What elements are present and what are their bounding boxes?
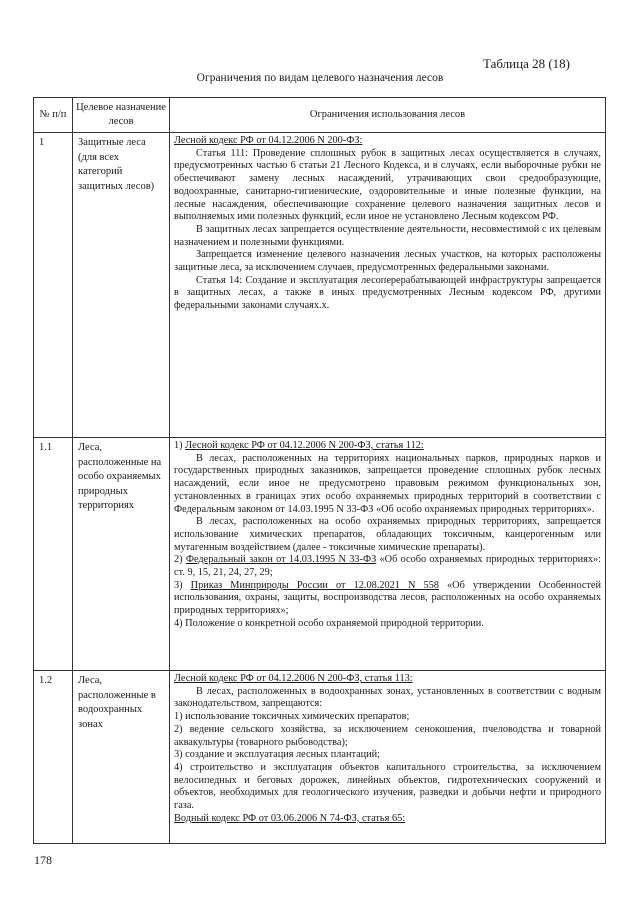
row-num: 1 <box>34 133 73 438</box>
paragraph-text: В лесах, расположенных в водоохранных зонах, установленных в соответствии с водным законодательством, запрещаются: <box>174 685 601 710</box>
law-reference: Приказ Минприроды России от 12.08.2021 N 558 <box>190 579 439 591</box>
document-title: Ограничения по видам целевого назначения лесов <box>196 72 444 84</box>
law-reference: Лесной кодекс РФ от 04.12.2006 N 200-ФЗ, статья 113: <box>174 673 413 684</box>
law-reference: Федеральный закон от 14.03.1995 N 33-ФЗ <box>185 554 377 566</box>
paragraph-text: Статья 14: Создание и эксплуатация лесоперерабатывающей инфраструктуры запрещается в защитных лесах, а также в иных предусмотренных Лесным кодексом РФ, другими федеральными законами случаях.х. <box>174 274 601 312</box>
row-restrictions <box>170 671 606 844</box>
table-row <box>34 438 606 671</box>
restriction-paragraph <box>174 618 601 631</box>
row-num: 1.2 <box>34 671 73 844</box>
restriction-paragraph <box>174 554 601 579</box>
paragraph-text: 4) Положение о конкретной особо охраняемой природной территории. <box>174 617 484 629</box>
restriction-paragraph <box>174 580 601 618</box>
restriction-paragraph <box>174 686 601 711</box>
table-row <box>34 133 606 438</box>
row-purpose: Леса, расположенные в водоохранных зонах <box>73 671 170 844</box>
law-reference: Водный кодекс РФ от 03.06.2006 N 74-ФЗ, статья 65: <box>174 812 406 824</box>
paragraph-text: 4) строительство и эксплуатация объектов капитального строительства, за исключением велосипедных и беговых дорожек, линейных объектов, гидротехнических сооружений и объектов, необходимых для геологического изучения, разведки и добычи нефти и природного газа. <box>174 761 601 812</box>
restriction-paragraph <box>174 440 601 453</box>
paragraph-text: В защитных лесах запрещается осуществление деятельности, несовместимой с их целевым назначением и полезными функциями. <box>174 223 601 248</box>
restriction-paragraph <box>174 275 601 313</box>
law-reference: Лесной кодекс РФ от 04.12.2006 N 200-ФЗ, статья 112: <box>185 440 424 451</box>
law-reference: Лесной кодекс РФ от 04.12.2006 N 200-ФЗ: <box>174 135 363 146</box>
restriction-paragraph <box>174 249 601 274</box>
table-caption: Таблица 28 (18) <box>482 56 570 71</box>
row-purpose: Защитные леса (для всех категорий защитных лесов) <box>73 133 170 438</box>
restriction-paragraph <box>174 224 601 249</box>
table-row <box>34 671 606 844</box>
restriction-paragraph <box>174 673 601 686</box>
row-purpose: Леса, расположенные на особо охраняемых природных территориях <box>73 438 170 671</box>
restrictions-table <box>33 97 606 844</box>
restriction-paragraph <box>174 724 601 749</box>
paragraph-text: Статья 111: Проведение сплошных рубок в защитных лесах осуществляется в случаях, предусмотренных частью 6 статьи 21 Лесного Кодекса, и в случаях, если выборочные рубки не обеспечивают замену лесных насаждений, утрачивающих свои средообразующие, водоохранные, санитарно-гигиенические, оздоровительные и иные полезные функции, на лесные насаждения, обеспечивающие сохранение целевого назначения защитных лесов и выполняемых ими полезных функций, если иное не установлено Лесным кодексом РФ. <box>174 147 601 223</box>
paragraph-text: «Об утверждении Особенностей использования, охраны, защиты, воспроизводства лесов, расположенных на особо охраняемых природных территориях»; <box>174 579 602 617</box>
restriction-paragraph <box>174 762 601 813</box>
paragraph-text: В лесах, расположенных на территориях национальных парков, природных парков и государственных природных заказников, запрещается проведение сплошных рубок лесных насаждений, если иное не предусмотрено правовым режимом функциональных зон, установленных в границах этих особо охраняемых природных территорий в соответствии с Федеральным законом от 14.03.1995 N 33-ФЗ «Об особо охраняемых природных территориях». <box>174 452 601 515</box>
restriction-paragraph <box>174 711 601 724</box>
list-marker: 1) <box>174 440 186 451</box>
page-number: 178 <box>34 853 52 867</box>
list-marker: 3) <box>174 579 191 591</box>
paragraph-text: 3) создание и эксплуатация лесных плантаций; <box>174 749 381 761</box>
restriction-paragraph <box>174 813 601 826</box>
paragraph-text: 2) ведение сельского хозяйства, за исключением сенокошения, пчеловодства и товарной аквакультуры (товарного рыбоводства); <box>174 723 601 748</box>
header-num: № п/п <box>34 98 73 133</box>
row-num: 1.1 <box>34 438 73 671</box>
list-marker: 2) <box>174 554 186 566</box>
row-restrictions <box>170 133 606 438</box>
paragraph-text: В лесах, расположенных на особо охраняемых природных территориях, запрещается использование химических препаратов, обладающих токсичным, канцерогенным или мутагенным воздействием (далее - токсичные химические препараты). <box>174 516 601 553</box>
restriction-paragraph <box>174 453 601 517</box>
restriction-paragraph <box>174 516 601 554</box>
restriction-paragraph <box>174 148 601 224</box>
paragraph-text: Запрещается изменение целевого назначения лесных участков, на которых расположены защитные леса, за исключением случаев, предусмотренных федеральными законами. <box>174 249 601 274</box>
restriction-paragraph <box>174 749 601 762</box>
paragraph-text: 1) использование токсичных химических препаратов; <box>174 711 410 723</box>
row-restrictions <box>170 438 606 671</box>
table-header-row <box>34 98 606 133</box>
restriction-paragraph <box>174 135 601 148</box>
paragraph-text: «Об особо охраняемых природных территориях»: ст. 9, 15, 21, 24, 27, 29; <box>174 554 602 579</box>
header-restrictions: Ограничения использования лесов <box>170 98 606 133</box>
header-purpose: Целевое назначение лесов <box>73 98 170 133</box>
